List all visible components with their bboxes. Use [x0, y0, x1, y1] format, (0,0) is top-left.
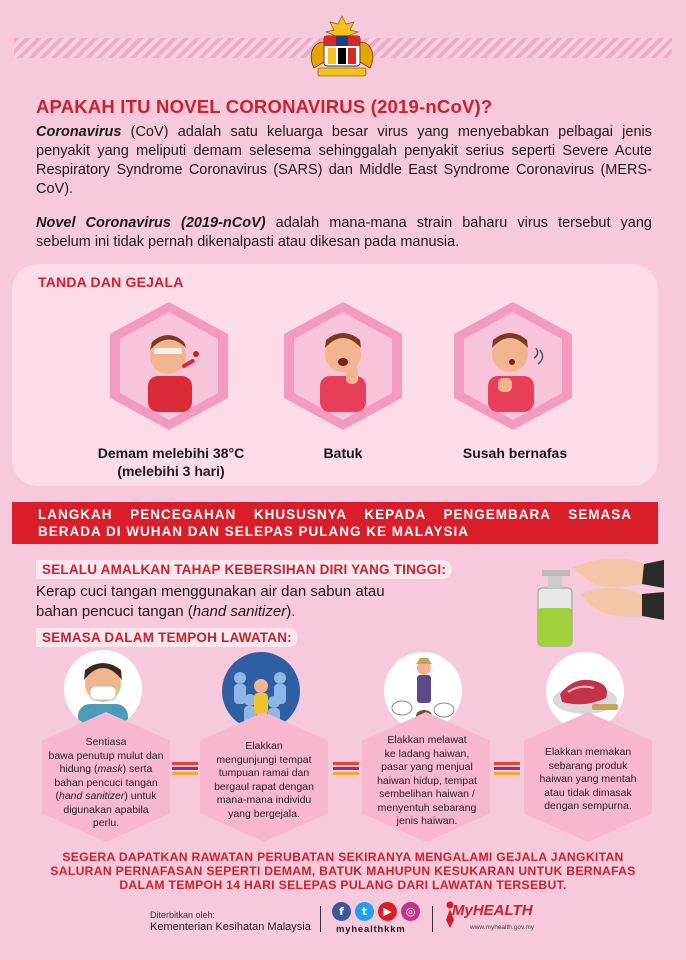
malaysia-crest-logo — [302, 12, 382, 80]
tip-connector — [333, 762, 359, 776]
myhealth-website: www.myhealth.gov.my — [470, 924, 535, 931]
symptom-label-cough: Batuk — [323, 445, 363, 461]
tip-connector — [172, 762, 198, 776]
hygiene-text — [36, 582, 476, 622]
fever-icon — [124, 318, 214, 418]
seek-treatment-warning: SEGERA DAPATKAN RAWATAN PERUBATAN SEKIRANYA MENGALAMI GEJALA JANGKITAN SALURAN PERNAFASAN SEPERTI DEMAM, BATUK MAHUPUN KESUKARAN UNTUK BERNAFAS DALAM TEMPOH 14 HARI SELEPAS PULANG DARI LAWATAN TERSEBUT. — [50, 850, 636, 892]
visit-heading: SEMASA DALAM TEMPOH LAWATAN: — [36, 628, 298, 647]
published-by-label: Diterbitkan oleh: — [150, 910, 216, 920]
breathing-icon — [468, 318, 558, 418]
tip-text-farm: Elakkan melawat ke ladang haiwan, pasar yang menjual haiwan hidup, tempat sembelihan haiwan / menyentuh sebarang jenis haiwan. — [377, 734, 477, 827]
tip-connector — [494, 762, 520, 776]
hygiene-line-2: bahan pencuci tangan (hand sanitizer). — [36, 603, 296, 620]
symptoms-heading: TANDA DAN GEJALA — [38, 274, 184, 290]
term-coronavirus: Coronavirus — [36, 124, 122, 140]
fever-sublabel: (melebihi 3 hari) — [117, 463, 225, 479]
hygiene-heading: SELALU AMALKAN TAHAP KEBERSIHAN DIRI YANG TINGGI: — [36, 560, 452, 579]
intro-paragraph-1 — [36, 123, 652, 199]
footer-divider — [320, 906, 321, 932]
social-links — [332, 902, 420, 921]
facebook-icon[interactable]: f — [332, 902, 351, 921]
intro-text-1: (CoV) adalah satu keluarga besar virus yang menyebabkan pelbagai jenis penyakit yang meliputi demam selesema sehinggalah penyakit serius seperti Severe Acute Respiratory Syndrome Coronavirus (SARS) dan Middle East Syndrome Coronavirus (MERS-CoV). — [36, 124, 652, 197]
intro-text-2: adalah mana-mana strain baharu virus tersebut yang sebelum ini tidak pernah dikenalpasti atau dikesan pada manusia. — [36, 215, 652, 250]
instagram-icon[interactable]: ◎ — [401, 902, 420, 921]
hand-sanitizer-icon — [532, 548, 668, 650]
publisher-org: Kementerian Kesihatan Malaysia — [150, 921, 311, 933]
tip-text-raw-meat: Elakkan memakan sebarang produk haiwan yang mentah atau tidak dimasak dengan sempurna. — [539, 746, 637, 812]
page-title: APAKAH ITU NOVEL CORONAVIRUS (2019-nCoV)? — [36, 96, 493, 117]
social-handle: myhealthkkm — [336, 924, 406, 935]
term-novel-coronavirus: Novel Coronavirus (2019-nCoV) — [36, 215, 266, 231]
prevention-banner: LANGKAH PENCEGAHAN KHUSUSNYA KEPADA PENGEMBARA SEMASA BERADA DI WUHAN DAN SELEPAS PULANG KE MALAYSIA — [12, 502, 658, 544]
myhealth-brand: MyHEALTH — [452, 902, 533, 919]
youtube-icon[interactable]: ▶ — [378, 902, 397, 921]
twitter-icon[interactable]: t — [355, 902, 374, 921]
fever-label: Demam melebihi 38°C — [97, 445, 245, 461]
cough-icon — [298, 318, 388, 418]
symptom-label-fever — [82, 444, 260, 480]
tip-text-crowd: Elakkan mengunjungi tempat tumpuan ramai dan bergaul rapat dengan mana-mana individu yang bergejala. — [214, 740, 314, 820]
tip-text-mask: Sentiasa bawa penutup mulut dan hidung (mask) serta bahan pencuci tangan (hand sanitizer) untuk digunakan apabila perlu. — [48, 736, 164, 829]
symptom-label-breathing: Susah bernafas — [462, 445, 568, 461]
intro-paragraph-2 — [36, 214, 652, 252]
footer-divider — [432, 906, 433, 932]
hygiene-line-1: Kerap cuci tangan menggunakan air dan sabun atau — [36, 583, 385, 600]
